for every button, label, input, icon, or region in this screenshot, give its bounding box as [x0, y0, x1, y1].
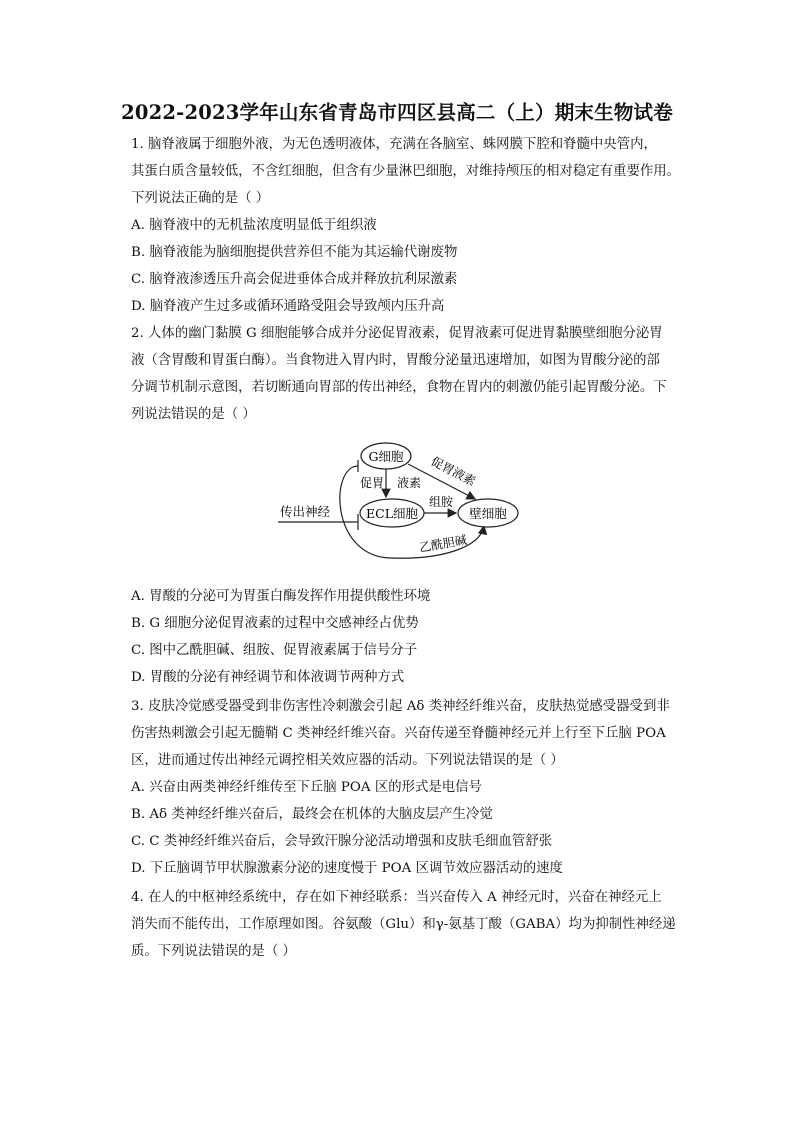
ach-label: 乙酰胆碱	[418, 532, 468, 555]
q4-stem-line-2: 消失而不能传出，工作原理如图。谷氨酸（Glu）和γ-氨基丁酸（GABA）均为抑制性神经递	[131, 917, 676, 932]
g-cell-label: G细胞	[368, 449, 404, 464]
q1-option-a: A. 脑脊液中的无机盐浓度明显低于组织液	[131, 218, 377, 233]
q1-option-d: D. 脑脊液产生过多或循环通路受阻会导致颅内压升高	[131, 299, 445, 314]
q3-option-c: C. C 类神经纤维兴奋后，会导致汗腺分泌活动增强和皮肤毛细血管舒张	[131, 834, 553, 849]
q2-option-d: D. 胃酸的分泌有神经调节和体液调节两种方式	[131, 670, 405, 685]
q4-stem-line-1: 4. 在人的中枢神经系统中，存在如下神经联系：当兴奋传入 A 神经元时，兴奋在神经元上	[131, 890, 662, 905]
q1-stem-line-3: 下列说法正确的是（ ）	[131, 191, 270, 206]
q3-option-d: D. 下丘脑调节甲状腺激素分泌的速度慢于 POA 区调节效应器活动的速度	[131, 861, 563, 876]
page-title: 2022-2023学年山东省青岛市四区县高二（上）期末生物试卷	[121, 101, 673, 124]
promote-arc-label: 促胃液素	[428, 454, 478, 489]
q1-stem-line-1: 1. 脑脊液属于细胞外液，为无色透明液体，充满在各脑室、蛛网膜下腔和脊髓中央管内，	[131, 137, 657, 152]
wall-cell-label: 壁细胞	[469, 506, 507, 521]
q3-stem-line-1: 3. 皮肤冷觉感受器受到非伤害性冷刺激会引起 Aδ 类神经纤维兴奋，皮肤热觉感受器受到非	[131, 699, 670, 714]
gastric-acid-regulation-diagram	[270, 436, 530, 566]
q3-stem-line-2: 伤害热刺激会引起无髓鞘 C 类神经纤维兴奋。兴奋传递至脊髓神经元并上行至下丘脑 POA	[131, 726, 666, 741]
q2-stem-line-1: 2. 人体的幽门黏膜 G 细胞能够合成并分泌促胃液素，促胃液素可促进胃黏膜壁细胞分泌胃	[131, 326, 663, 341]
histamine-label: 组胺	[429, 495, 454, 509]
q3-option-a: A. 兴奋由两类神经纤维传至下丘脑 POA 区的形式是电信号	[131, 780, 482, 795]
q1-option-c: C. 脑脊液渗透压升高会促进垂体合成并释放抗利尿激素	[131, 272, 458, 287]
q1-option-b: B. 脑脊液能为脑细胞提供营养但不能为其运输代谢废物	[131, 245, 458, 260]
q2-option-c: C. 图中乙酰胆碱、组胺、促胃液素属于信号分子	[131, 643, 418, 658]
q2-option-a: A. 胃酸的分泌可为胃蛋白酶发挥作用提供酸性环境	[131, 589, 431, 604]
q1-stem-line-2: 其蛋白质含量较低，不含红细胞，但含有少量淋巴细胞，对维持颅压的相对稳定有重要作用。	[131, 164, 681, 179]
q4-stem-line-3: 质。下列说法错误的是（ ）	[131, 944, 296, 959]
q3-stem-line-3: 区，进而通过传出神经元调控相关效应器的活动。下列说法错误的是（ ）	[131, 753, 564, 768]
ecl-cell-label: ECL细胞	[366, 506, 418, 521]
promote-label-1: 促胃	[360, 476, 385, 490]
q2-stem-line-2: 液（含胃酸和胃蛋白酶）。当食物进入胃内时，胃酸分泌量迅速增加，如图为胃酸分泌的部	[131, 353, 660, 368]
q2-stem-line-3: 分调节机制示意图，若切断通向胃部的传出神经，食物在胃内的刺激仍能引起胃酸分泌。下	[131, 380, 667, 395]
promote-label-2: 液素	[397, 476, 422, 490]
q2-option-b: B. G 细胞分泌促胃液素的过程中交感神经占优势	[131, 616, 419, 631]
q2-stem-line-4: 列说法错误的是（ ）	[131, 407, 256, 422]
q3-option-b: B. Aδ 类神经纤维兴奋后，最终会在机体的大脑皮层产生冷觉	[131, 807, 493, 822]
efferent-nerve-label: 传出神经	[280, 504, 331, 519]
